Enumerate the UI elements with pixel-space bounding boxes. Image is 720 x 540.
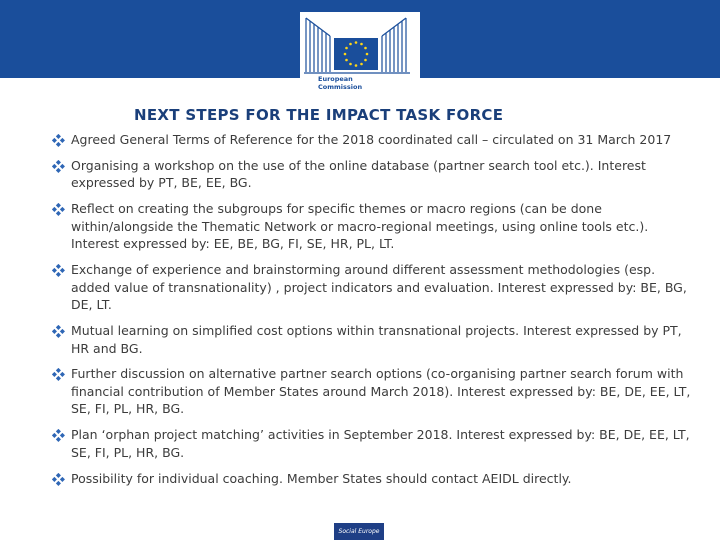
list-item	[52, 322, 692, 357]
diamond-bullet-icon	[52, 429, 65, 442]
logo-line-2: Commission	[318, 82, 363, 91]
social-europe-logo	[334, 523, 384, 540]
page-title: NEXT STEPS FOR THE IMPACT TASK FORCE	[134, 106, 504, 124]
bullet-list	[52, 131, 692, 496]
bullet-text: Organising a workshop on the use of the online database (partner search tool etc.). Interest expressed by PT, BE, EE, BG.	[71, 157, 646, 191]
list-item	[52, 365, 692, 418]
bullet-text: Further discussion on alternative partner search options (co-organising partner search forum with financial contribution of Member States around March 2018). Interest expressed by: BE, DE, EE, LT, SE, FI, PL, HR, BG.	[71, 366, 691, 417]
footer-logo-label: Social Europe	[338, 528, 380, 535]
diamond-bullet-icon	[52, 264, 65, 277]
diamond-bullet-icon	[52, 368, 65, 381]
diamond-bullet-icon	[52, 325, 65, 338]
diamond-bullet-icon	[52, 203, 65, 216]
bullet-text: Reflect on creating the subgroups for specific themes or macro regions (can be done within/alongside the Thematic Network or macro-regional meetings, using online tools etc.). Interest expressed by: EE, BE, BG, FI, SE, HR, PL, LT.	[71, 201, 649, 252]
diamond-bullet-icon	[52, 473, 65, 486]
list-item	[52, 131, 692, 149]
logo-line-1: European	[318, 75, 353, 83]
diamond-bullet-icon	[52, 134, 65, 147]
list-item	[52, 200, 692, 253]
list-item	[52, 426, 692, 461]
logo-text	[318, 76, 398, 91]
bullet-text: Mutual learning on simplified cost options within transnational projects. Interest expressed by PT, HR and BG.	[71, 323, 682, 356]
list-item	[52, 157, 692, 192]
list-item	[52, 470, 692, 488]
bullet-text: Exchange of experience and brainstorming around different assessment methodologies (esp. added value of transnationality) , project indicators and evaluation. Interest expressed by: BE, BG, DE, LT.	[71, 262, 687, 313]
bullet-text: Plan ‘orphan project matching’ activities in September 2018. Interest expressed by: BE, DE, EE, LT, SE, FI, PL, HR, BG.	[71, 427, 690, 460]
diamond-bullet-icon	[52, 160, 65, 173]
bullet-text: Possibility for individual coaching. Member States should contact AEIDL directly.	[71, 470, 572, 486]
european-commission-logo	[300, 12, 420, 100]
bullet-text: Agreed General Terms of Reference for the 2018 coordinated call – circulated on 31 March 2017	[71, 132, 672, 147]
list-item	[52, 261, 692, 314]
